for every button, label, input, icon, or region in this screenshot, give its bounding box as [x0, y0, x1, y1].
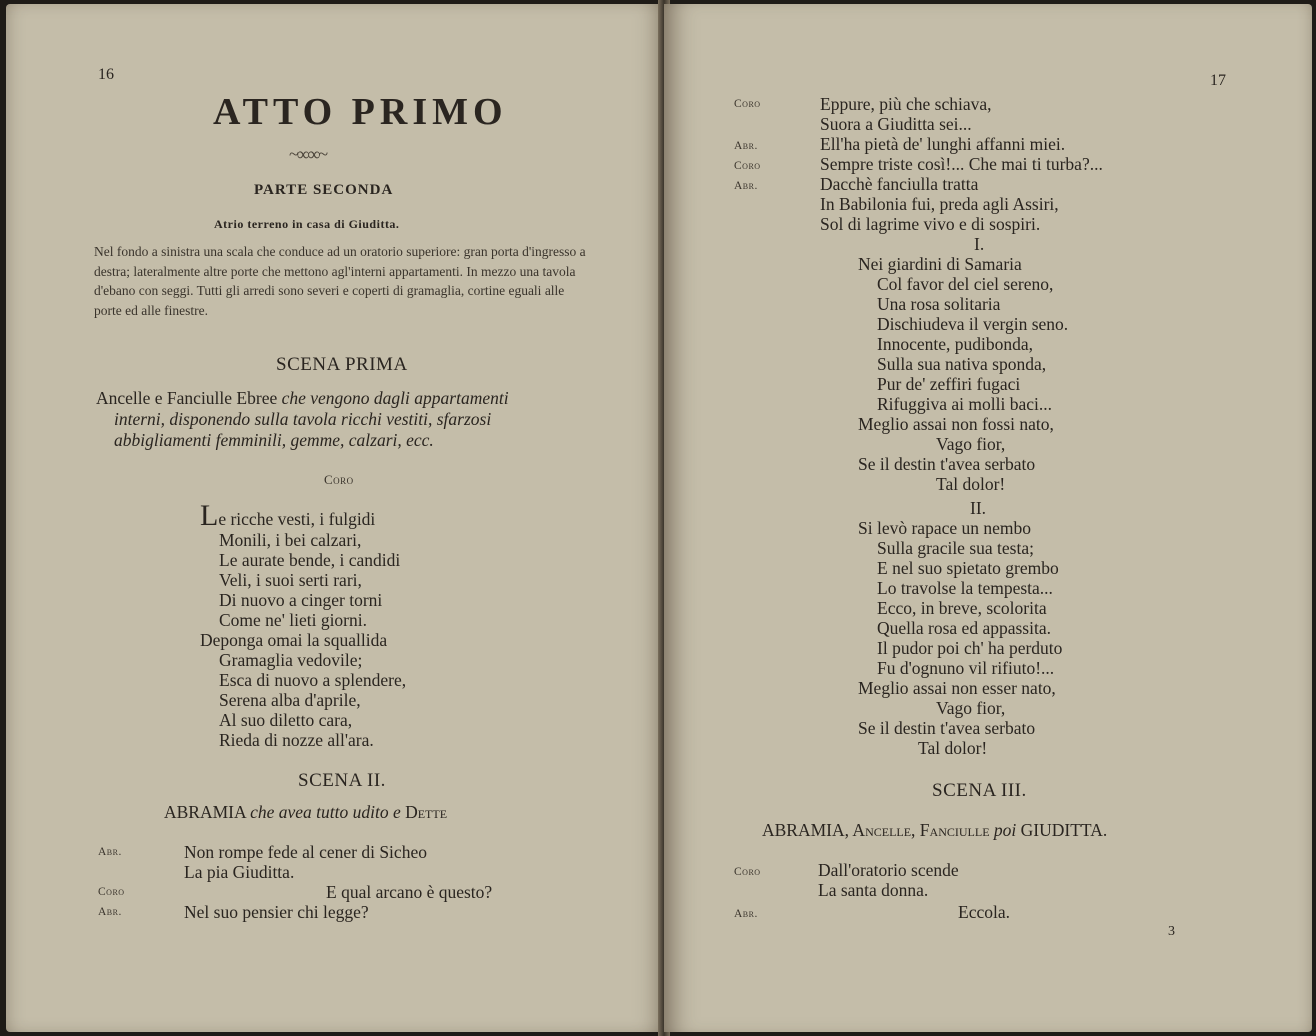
stanza2-numeral: II.	[970, 498, 987, 518]
verse-line: E nel suo spietato grembo	[877, 558, 1059, 578]
ornament-divider: ~∞∞~	[289, 144, 327, 164]
speaker-label: Coro	[734, 160, 761, 172]
stanza2	[858, 518, 1178, 758]
verse-line: Rieda di nozze all'ara.	[219, 730, 374, 750]
scene3-cast-1: ABRAMIA, Ancelle, Fanciulle	[762, 820, 990, 840]
scene1-cast-line1	[96, 388, 509, 409]
dialogue-line: Dacchè fanciulla tratta	[820, 174, 979, 194]
verse-line: Sulla sua nativa sponda,	[877, 354, 1047, 374]
verse-line: Monili, i bei calzari,	[219, 530, 362, 550]
verse-line: Tal dolor!	[918, 738, 988, 758]
scene1-heading: SCENA PRIMA	[276, 354, 408, 375]
scene1-cast-line3: abbigliamenti femminili, gemme, calzari, ecc.	[114, 430, 434, 450]
scene3-cast-italic: poi	[993, 820, 1017, 840]
dialogue-line: Ell'ha pietà de' lunghi affanni miei.	[820, 134, 1066, 154]
verse-line: Nei giardini di Samaria	[858, 254, 1022, 274]
scene2-cast	[164, 802, 447, 823]
speaker-label: Abr.	[98, 846, 122, 858]
verse-line: Se il destin t'avea serbato	[858, 718, 1036, 738]
dialogue-line: Eccola.	[958, 902, 1010, 922]
scene1-cast-italic-1: che vengono dagli appartamenti	[281, 388, 509, 408]
dialogue-line: La santa donna.	[818, 880, 929, 900]
verse-line: Si levò rapace un nembo	[858, 518, 1032, 538]
drop-cap: L	[200, 499, 219, 532]
verse-line: Al suo diletto cara,	[219, 710, 353, 730]
dialogue-line: Suora a Giuditta sei...	[820, 114, 972, 134]
verse-line: Meglio assai non fossi nato,	[858, 414, 1054, 434]
verse-line: Dischiudeva il vergin seno.	[877, 314, 1069, 334]
scene2-cast-end: Dette	[405, 802, 448, 822]
dialogue-line: Eppure, più che schiava,	[820, 94, 992, 114]
speaker-label: Abr.	[734, 180, 758, 192]
setting-line: Atrio terreno in casa di Giuditta.	[214, 217, 400, 231]
verse-line: Una rosa solitaria	[877, 294, 1001, 314]
scene2-heading: SCENA II.	[298, 770, 386, 791]
scene3-heading: SCENA III.	[932, 780, 1027, 801]
dialogue-line: La pia Giuditta.	[184, 862, 295, 882]
dialogue-line: Dall'oratorio scende	[818, 860, 959, 880]
verse-line: Come ne' lieti giorni.	[219, 610, 367, 630]
verse-line: Gramaglia vedovile;	[219, 650, 363, 670]
speaker-label: Coro	[98, 886, 125, 898]
page-number-left: 16	[98, 66, 114, 83]
verse-line: Lo travolse la tempesta...	[877, 578, 1053, 598]
dialogue-line: E qual arcano è questo?	[326, 882, 493, 902]
right-page	[664, 4, 1312, 1032]
verse-line: Se il destin t'avea serbato	[858, 454, 1036, 474]
dialogue-line: Non rompe fede al cener di Sicheo	[184, 842, 427, 862]
chorus-label: Coro	[324, 472, 354, 487]
left-page	[6, 4, 664, 1032]
signature-mark: 3	[1168, 924, 1175, 939]
speaker-label: Abr.	[734, 908, 758, 920]
dialogue-line: Sempre triste così!... Che mai ti turba?...	[820, 154, 1103, 174]
verse-line: Di nuovo a cinger torni	[219, 590, 383, 610]
page-number-right: 17	[1210, 72, 1226, 89]
chorus-verses	[200, 499, 520, 752]
scene1-cast-line2: interni, disponendo sulla tavola ricchi vestiti, sfarzosi	[114, 409, 492, 429]
scene3-cast-2: GIUDITTA.	[1020, 820, 1108, 840]
scene2-cast-italic: che avea tutto udito e	[250, 802, 401, 822]
act-title: ATTO PRIMO	[213, 91, 508, 133]
verse-line: Il pudor poi ch' ha perduto	[877, 638, 1063, 658]
stanza1-numeral: I.	[974, 234, 985, 254]
scene1-cast-plain: Ancelle e Fanciulle Ebree	[96, 388, 278, 408]
verse-line: Le aurate bende, i candidi	[219, 550, 401, 570]
verse-line: Le ricche vesti, i fulgidi	[200, 499, 376, 532]
verse-line: Tal dolor!	[936, 474, 1006, 494]
speaker-label: Abr.	[734, 140, 758, 152]
verse-line: Vago fior,	[936, 698, 1006, 718]
verse-line: Pur de' zeffiri fugaci	[877, 374, 1021, 394]
verse-line: Serena alba d'aprile,	[219, 690, 361, 710]
part-heading: PARTE SECONDA	[254, 182, 394, 198]
verse-line: Rifuggiva ai molli baci...	[877, 394, 1052, 414]
verse-line: Meglio assai non esser nato,	[858, 678, 1056, 698]
dialogue-line: In Babilonia fui, preda agli Assiri,	[820, 194, 1059, 214]
verse-line: Deponga omai la squallida	[200, 630, 388, 650]
dialogue-line: Sol di lagrime vivo e di sospiri.	[820, 214, 1041, 234]
verse-line: Ecco, in breve, scolorita	[877, 598, 1047, 618]
verse-line: Innocente, pudibonda,	[877, 334, 1033, 354]
verse-line: Sulla gracile sua testa;	[877, 538, 1034, 558]
speaker-label: Abr.	[98, 906, 122, 918]
speaker-label: Coro	[734, 866, 761, 878]
verse-line: Vago fior,	[936, 434, 1006, 454]
speaker-label: Coro	[734, 98, 761, 110]
stanza1	[858, 254, 1178, 494]
verse-line: Esca di nuovo a splendere,	[219, 670, 407, 690]
dialogue-line: Nel suo pensier chi legge?	[184, 902, 369, 922]
stage-direction: Nel fondo a sinistra una scala che conduce ad un oratorio superiore: gran porta d'ingresso a destra; lateralmente altre porte che mettono agl'interni appartamenti. In mezzo una tavola d'ebano con seggi. Tutti gli arredi sono severi e coperti di gramaglia, cortine eguali alle porte ed alle finestre.	[94, 244, 586, 318]
verse-line: Quella rosa ed appassita.	[877, 618, 1051, 638]
verse-line: Veli, i suoi serti rari,	[219, 570, 362, 590]
scene2-cast-name: ABRAMIA	[164, 802, 246, 822]
scene3-cast	[762, 820, 1107, 841]
verse-line: Fu d'ognuno vil rifiuto!...	[877, 658, 1055, 678]
verse-line: Col favor del ciel sereno,	[877, 274, 1054, 294]
